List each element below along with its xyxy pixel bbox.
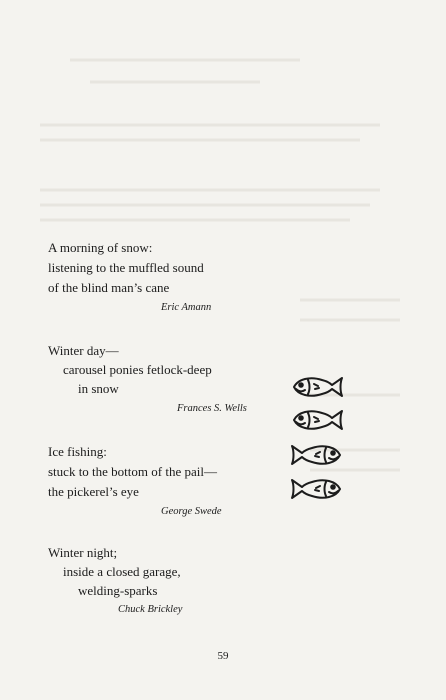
fish-icon	[288, 474, 346, 504]
poem-line: welding-sparks	[78, 583, 158, 598]
poem-line: listening to the muffled sound	[48, 260, 204, 275]
fish-icon	[288, 440, 346, 470]
poem-author: Chuck Brickley	[118, 604, 183, 615]
poem-line: Ice fishing:	[48, 444, 107, 459]
poem-line: of the blind man’s cane	[48, 280, 170, 295]
page-number: 59	[217, 650, 229, 662]
poem-line: in snow	[78, 381, 119, 396]
poem-line: the pickerel’s eye	[48, 484, 139, 499]
poem-author: George Swede	[161, 506, 222, 517]
poem-line: Winter day—	[48, 343, 119, 358]
poem-line: stuck to the bottom of the pail—	[48, 464, 217, 479]
poem-line: carousel ponies fetlock-deep	[63, 362, 212, 377]
poem-author: Frances S. Wells	[177, 403, 247, 414]
poem-author: Eric Amann	[161, 302, 212, 313]
poem-line: A morning of snow:	[48, 240, 153, 255]
fish-icon	[288, 405, 346, 435]
poem-line: Winter night;	[48, 545, 118, 560]
fish-icon	[288, 372, 346, 402]
poem-line: inside a closed garage,	[63, 564, 181, 579]
